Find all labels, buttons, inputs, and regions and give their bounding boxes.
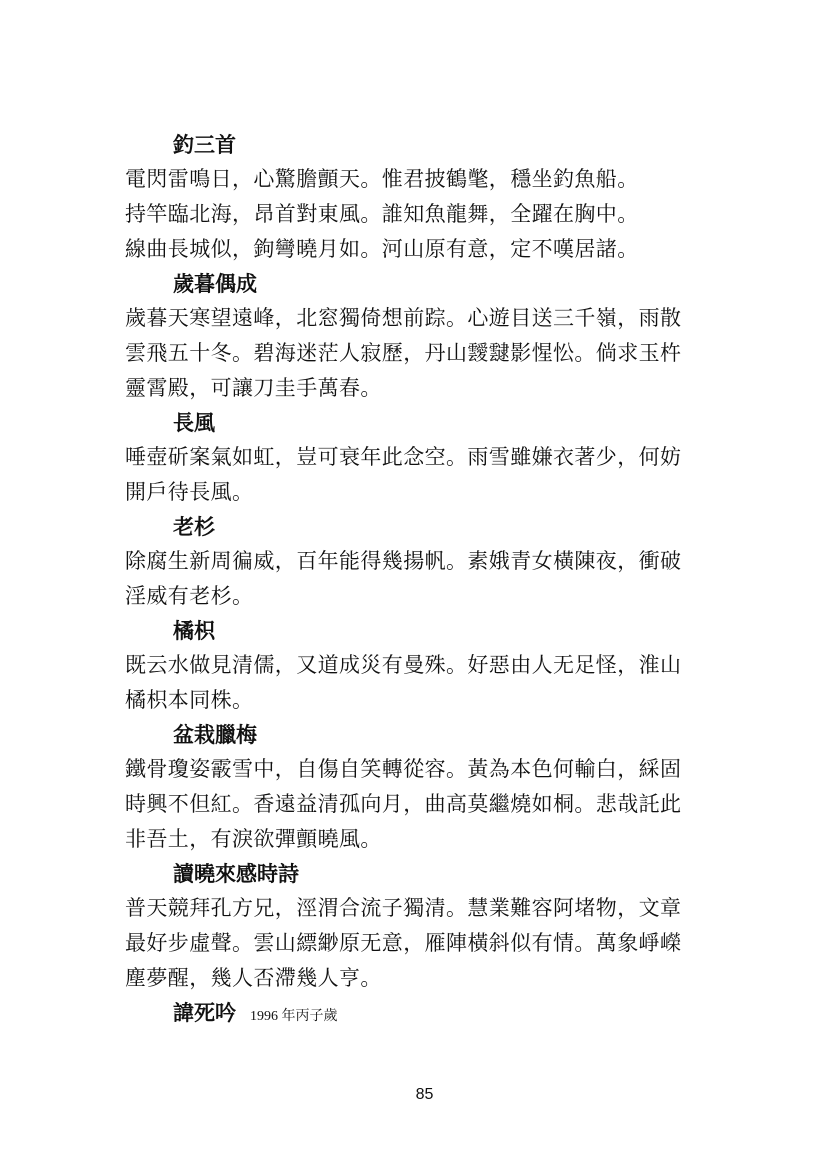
page-number: 85: [415, 1086, 434, 1103]
poem-line: 唾壺斫案氣如虹，豈可衰年此念空。雨雪雖嫌衣著少，何妨: [125, 445, 682, 469]
poem-line: 淫威有老杉。: [125, 584, 254, 608]
poem-title: 讀曉來感時詩: [173, 862, 299, 886]
poem-line: 最好步虛聲。雲山縹緲原无意，雁陣橫斜似有情。萬象崢嶸: [125, 931, 682, 955]
poem-line: 時興不但紅。香遠益清孤向月，曲高莫繼燒如桐。悲哉託此: [125, 792, 682, 816]
poem-line: 電閃雷鳴日，心驚膽顫天。惟君披鶴氅，穩坐釣魚船。: [125, 167, 639, 191]
poem-line: 歲暮天寒望遠峰，北窓獨倚想前踪。心遊目送三千嶺，雨散: [125, 306, 682, 330]
poem-line: 除腐生新周徧威，百年能得幾揚帆。素娥青女橫陳夜，衝破: [125, 549, 682, 573]
poem-title: 諱死吟 1996 年丙子歲: [173, 1001, 338, 1025]
poem-line: 持竿臨北海，昂首對東風。誰知魚龍舞，全躍在胸中。: [125, 202, 639, 226]
poem-date-note: 1996 年丙子歲: [250, 1009, 338, 1024]
poem-line: 塵夢醒，幾人否滯幾人亨。: [125, 966, 382, 990]
poem-line: 非吾土，有淚欲彈顫曉風。: [125, 827, 382, 851]
poem-page: [125, 128, 725, 1030]
poem-title: 老杉: [173, 515, 215, 539]
poem-title: 橘枳: [173, 619, 215, 643]
poem-line: 橘枳本同株。: [125, 688, 254, 712]
poem-title: 釣三首: [173, 133, 236, 157]
poem-title: 盆栽臘梅: [173, 723, 257, 747]
poem-line: 線曲長城似，鉤彎曉月如。河山原有意，定不嘆居諸。: [125, 237, 639, 261]
poem-line: 開戶待長風。: [125, 480, 254, 504]
poem-line: 鐵骨瓊姿霰雪中，自傷自笑轉從容。黃為本色何輸白，綵固: [125, 757, 682, 781]
poem-title: 長風: [173, 411, 215, 435]
poem-line: 雲飛五十冬。碧海迷茫人寂歷，丹山靉靆影惺忪。倘求玉杵: [125, 341, 682, 365]
poem-line: 既云水做見清儒，又道成災有曼殊。好惡由人无足怪，淮山: [125, 653, 682, 677]
poem-line: 靈霄殿，可讓刀圭手萬春。: [125, 376, 382, 400]
poem-line: 普天競拜孔方兄，涇渭合流子獨清。慧業難容阿堵物，文章: [125, 896, 682, 920]
poem-title: 歲暮偶成: [173, 272, 257, 296]
